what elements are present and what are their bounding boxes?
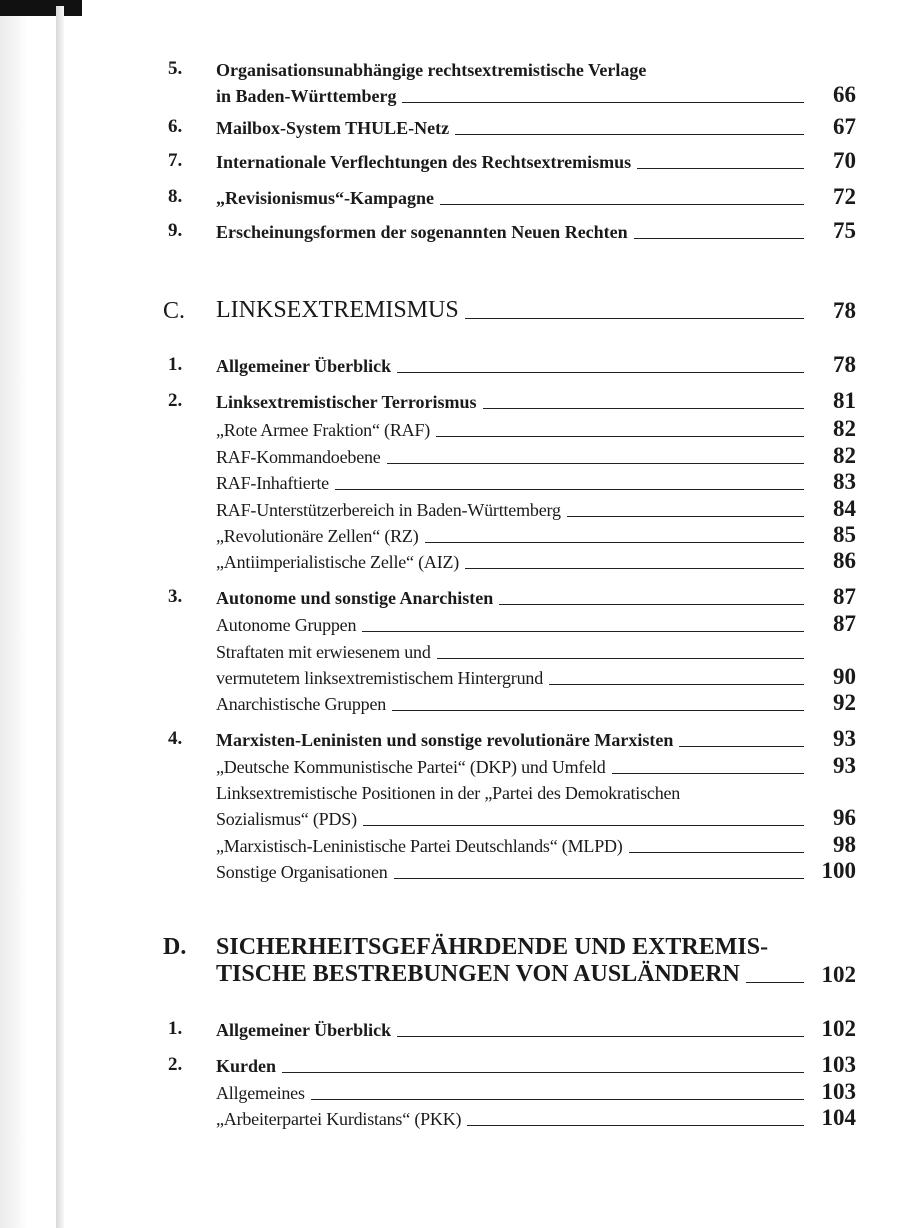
entry-number: 5. [168, 58, 183, 79]
subentry-title: „Marxistisch-Leninistische Partei Deutschlands“ (MLPD) [216, 836, 623, 856]
toc-entry-b7 [0, 146, 900, 176]
leader-line [392, 710, 804, 711]
entry-page: 72 [833, 184, 856, 209]
entry-title: Autonome und sonstige Anarchisten [216, 588, 494, 608]
subentry-page: 82 [833, 416, 856, 441]
toc-section-d-cont [0, 960, 900, 990]
leader-line [440, 204, 804, 205]
toc-section-d [0, 932, 900, 962]
entry-page: 78 [833, 352, 856, 377]
leader-line [282, 1072, 804, 1073]
leader-line [335, 489, 804, 490]
leader-line [549, 684, 804, 685]
subentry-title: Allgemeines [216, 1083, 305, 1103]
subentry-title: Anarchistische Gruppen [216, 694, 387, 714]
leader-line [362, 631, 804, 632]
subentry-page: 93 [833, 753, 856, 778]
entry-number: 2. [168, 1054, 183, 1075]
subentry-page: 87 [833, 611, 856, 636]
entry-number: 8. [168, 186, 183, 207]
entry-number: 1. [168, 1018, 183, 1039]
subentry-page: 82 [833, 443, 856, 468]
toc-entry-b5-cont [0, 80, 900, 110]
leader-line [746, 982, 804, 983]
entry-page: 81 [833, 388, 856, 413]
entry-number: 3. [168, 586, 183, 607]
entry-number: 4. [168, 728, 183, 749]
entry-page: 87 [833, 584, 856, 609]
leader-line [567, 516, 804, 517]
entry-title: Erscheinungsformen der sogenannten Neuen Rechten [216, 222, 628, 242]
leader-line [465, 318, 804, 319]
leader-line [394, 878, 804, 879]
section-page: 102 [821, 962, 856, 987]
toc-sub-c2-3 [0, 467, 900, 497]
leader-line [483, 408, 805, 409]
leader-line [397, 1036, 804, 1037]
leader-line [679, 746, 804, 747]
entry-title: „Revisionismus“-Kampagne [216, 188, 435, 208]
subentry-title: RAF-Unterstützerbereich in Baden-Württemberg [216, 500, 561, 520]
toc-entry-c4 [0, 724, 900, 754]
subentry-title: „Arbeiterpartei Kurdistans“ (PKK) [216, 1109, 462, 1129]
subentry-title: „Revolutionäre Zellen“ (RZ) [216, 526, 419, 546]
section-title: SICHERHEITSGEFÄHRDENDE UND EXTREMIS- [216, 934, 769, 960]
subentry-page: 90 [833, 664, 856, 689]
leader-line [467, 1125, 804, 1126]
leader-line [437, 658, 804, 659]
subentry-page: 92 [833, 690, 856, 715]
entry-title: Mailbox-System THULE-Netz [216, 118, 450, 138]
toc-section-c [0, 296, 900, 326]
toc-entry-c3 [0, 582, 900, 612]
subentry-page: 96 [833, 805, 856, 830]
entry-number: 9. [168, 220, 183, 241]
toc-entry-b6 [0, 112, 900, 142]
leader-line [311, 1099, 804, 1100]
entry-page: 70 [833, 148, 856, 173]
entry-title-cont: in Baden-Württemberg [216, 86, 397, 106]
entry-number: 1. [168, 354, 183, 375]
entry-page: 103 [821, 1052, 856, 1077]
toc-sub-c4-4 [0, 856, 900, 886]
subentry-title: Autonome Gruppen [216, 615, 357, 635]
subentry-title: RAF-Inhaftierte [216, 473, 329, 493]
leader-line [402, 102, 804, 103]
subentry-page: 84 [833, 496, 856, 521]
entry-number: 7. [168, 150, 183, 171]
section-title-cont: TISCHE BESTREBUNGEN VON AUSLÄNDERN [216, 961, 740, 987]
toc-entry-c2 [0, 386, 900, 416]
subentry-page: 103 [821, 1079, 856, 1104]
entry-number: 2. [168, 390, 183, 411]
subentry-page: 98 [833, 832, 856, 857]
subentry-title: „Deutsche Kommunistische Partei“ (DKP) und Umfeld [216, 757, 606, 777]
leader-line [612, 773, 804, 774]
leader-line [425, 542, 804, 543]
toc-sub-c3-1 [0, 609, 900, 639]
entry-page: 102 [821, 1016, 856, 1041]
toc-entry-c1 [0, 350, 900, 380]
toc-sub-c4-2-cont [0, 803, 900, 833]
entry-page: 93 [833, 726, 856, 751]
section-letter: C. [163, 298, 186, 324]
toc-sub-d2-2 [0, 1103, 900, 1133]
toc-sub-c3-3 [0, 688, 900, 718]
toc-entry-d1 [0, 1014, 900, 1044]
entry-page: 67 [833, 114, 856, 139]
entry-title: Allgemeiner Überblick [216, 356, 392, 376]
leader-line [637, 168, 804, 169]
section-page: 78 [833, 298, 856, 323]
entry-number: 6. [168, 116, 183, 137]
entry-page: 75 [833, 218, 856, 243]
entry-title: Marxisten-Leninisten und sonstige revolutionäre Marxisten [216, 730, 674, 750]
subentry-title-cont: Sozialismus“ (PDS) [216, 809, 357, 829]
toc-entry-b9 [0, 216, 900, 246]
leader-line [634, 238, 804, 239]
subentry-title: Sonstige Organisationen [216, 862, 388, 882]
entry-title: Linksextremistischer Terrorismus [216, 392, 477, 412]
subentry-title-cont: vermutetem linksextremistischem Hintergrund [216, 668, 543, 688]
leader-line [387, 463, 804, 464]
subentry-page: 100 [821, 858, 856, 883]
subentry-title: Linksextremistische Positionen in der „Partei des Demokratischen [216, 783, 681, 803]
subentry-title: RAF-Kommandoebene [216, 447, 381, 467]
leader-line [436, 436, 804, 437]
leader-line [363, 825, 804, 826]
subentry-page: 104 [821, 1105, 856, 1130]
entry-title: Organisationsunabhängige rechtsextremistische Verlage [216, 60, 647, 80]
leader-line [397, 372, 804, 373]
leader-line [629, 852, 804, 853]
subentry-page: 83 [833, 469, 856, 494]
entry-title: Allgemeiner Überblick [216, 1020, 392, 1040]
leader-line [455, 134, 804, 135]
subentry-page: 86 [833, 548, 856, 573]
toc-sub-c2-6 [0, 546, 900, 576]
subentry-page: 85 [833, 522, 856, 547]
leader-line [499, 604, 804, 605]
toc-sub-c2-1 [0, 414, 900, 444]
subentry-title: „Antiimperialistische Zelle“ (AIZ) [216, 552, 460, 572]
section-letter: D. [163, 934, 187, 960]
entry-title: Internationale Verflechtungen des Rechtsextremismus [216, 152, 632, 172]
entry-page: 66 [833, 82, 856, 107]
subentry-title: „Rote Armee Fraktion“ (RAF) [216, 420, 431, 440]
toc-entry-b8 [0, 182, 900, 212]
section-title: LINKSEXTREMISMUS [216, 297, 459, 323]
subentry-title: Straftaten mit erwiesenem und [216, 642, 431, 662]
leader-line [465, 568, 804, 569]
entry-title: Kurden [216, 1056, 277, 1076]
toc-entry-d2 [0, 1050, 900, 1080]
